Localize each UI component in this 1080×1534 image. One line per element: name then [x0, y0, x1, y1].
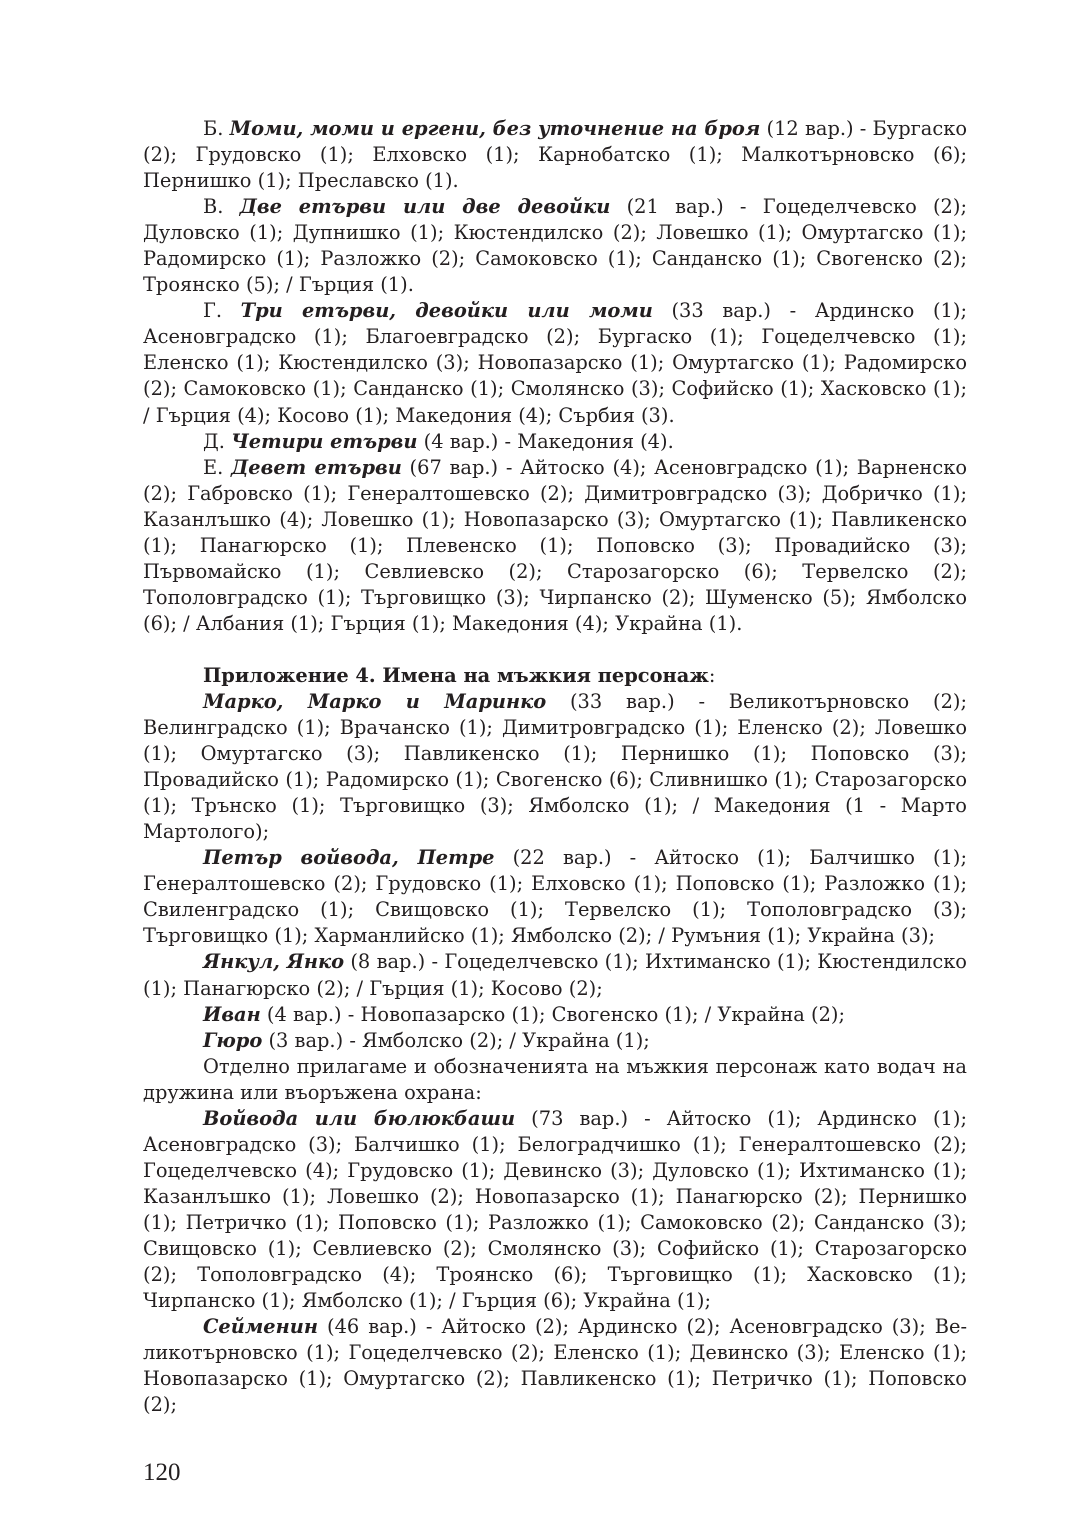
character-name: Янкул, Янко [203, 950, 345, 974]
leader-title-entry [143, 1106, 967, 1314]
variant-list: (3 вар.) - Ямболско (2); / Украйна (1); [262, 1028, 650, 1052]
paragraph-g [143, 298, 967, 428]
character-name: Петър войвода, Петре [203, 846, 495, 870]
male-name-entry [143, 1002, 967, 1028]
paragraph-prefix: В. [203, 195, 240, 219]
appendix-heading: Приложение 4. Имена на мъжкия персонаж [203, 663, 709, 687]
character-name: Марко, Марко и Маринко [203, 689, 547, 713]
variant-list: (67 вар.) - Айтоско (4); Асеновградско (1); Варненско (2); Габровско (1); Генералтошевско (2); Димитровградско (3); Добричко (1); Казанлъшко (4); Ловешко (1); Новопазарско (3); Омуртагско (1); Павликенско (1); Панагюрско (1); Плевенско (1); Поповско (3); Провадийско (3); Първомайско (1); Севлиевско (2); Старозагорско (6); Тервелско (2); Тополовградско (1); Търговищко (3); Чирпанско (2); Шуменско (5); Ямболско (6); / Албания (1); Гърция (1); Македония (4); Украйна (1). [143, 455, 968, 635]
variant-list: (46 вар.) - Айтоско (2); Ардинско (2); Асеновградско (3); Великотърновско (1); Гоцеделчевско (2); Еленско (1); Девинско (3); Еленско (1); Новопазарско (1); Омуртагско (2); Павликенско (1); Петричко (1); Поповско (2); [143, 1315, 967, 1417]
character-name: Гюро [203, 1028, 263, 1052]
category-title: Четири етърви [231, 429, 418, 453]
appendix-note: Отделно прилагаме и обозначенията на мъжкия персонаж като водач на дружина или въоръжена охрана: [143, 1054, 967, 1104]
variant-list: (8 вар.) - Гоцеделчевско (1); Ихтиманско (1); Кюстендилско (1); Панагюрско (2); / Гърция (1); Косово (2); [143, 950, 967, 1000]
variant-list: (12 вар.) - Бургаско (2); Грудовско (1); Елховско (1); Карнобатско (1); Малкотърновско (6); Пернишко (1); Преславско (1). [143, 117, 968, 193]
male-name-entry [143, 845, 967, 949]
paragraph-b [143, 116, 967, 194]
paragraph-prefix: Г. [203, 299, 241, 323]
character-name: Иван [203, 1002, 261, 1026]
variant-list: (22 вар.) - Айтоско (1); Балчишко (1); Генералтошевско (2); Грудовско (1); Елховско (1); Поповско (1); Разложко (1); Свиленградско (1); Свищовско (1); Тервелско (1); Тополовградско (3); Търговищко (1); Харманлийско (1); Ямболско (2); / Румъния (1); Украйна (3); [143, 846, 967, 948]
paragraph-prefix: Д. [203, 429, 232, 453]
paragraph-e [143, 455, 967, 637]
male-name-entry [143, 1028, 967, 1054]
appendix-heading-line [143, 663, 967, 689]
appendix-heading-suffix: : [708, 663, 716, 687]
male-name-entry [143, 689, 967, 845]
variant-list: (21 вар.) - Гоцеделчевско (2); Дуловско (1); Дупнишко (1); Кюстендилско (2); Ловешко (1); Омуртагско (1); Радомирско (1); Разложко (2); Самоковско (1); Санданско (1); Свогенско (2); Троянско (5); / Гърция (1). [143, 195, 967, 297]
paragraph-prefix: Е. [203, 455, 232, 479]
variant-list: (4 вар.) - Македония (4). [417, 429, 674, 453]
category-title: Две етърви или две девойки [239, 195, 611, 219]
page-number: 120 [143, 1459, 181, 1486]
paragraph-v [143, 194, 967, 298]
category-title: Девет етърви [231, 455, 402, 479]
leader-title: Войвода или бюлюкбаши [203, 1106, 516, 1130]
leader-title-entry [143, 1314, 967, 1418]
variant-list: (73 вар.) - Айтоско (1); Ардинско (1); Асеновградско (3); Балчишко (1); Белоградчишко (1); Генералтошевско (2); Гоцеделчевско (4); Грудовско (1); Девинско (3); Дуловско (1); Ихтиманско (1); Казанлъшко (1); Ловешко (2); Новопазарско (1); Панагюрско (2); Пернишко (1); Петричко (1); Поповско (1); Разложко (1); Самоковско (2); Санданско (3); Свищовско (1); Севлиевско (2); Смолянско (3); Софийско (1); Старозагорско (2); Тополовградско (4); Троянско (6); Търговищко (1); Хасковско (1); Чирпанско (1); Ямболско (1); / Гърция (6); Украйна (1); [143, 1106, 967, 1313]
variant-list: (4 вар.) - Новопазарско (1); Свогенско (1); / Украйна (2); [260, 1002, 846, 1026]
leader-title: Сейменин [203, 1315, 319, 1339]
page-body [143, 116, 967, 1418]
variant-list: (33 вар.) - Ардинско (1); Асеновградско (1); Благоевградско (2); Бургаско (1); Гоцеделчевско (1); Еленско (1); Кюстендилско (3); Новопазарско (1); Омуртагско (1); Радомирско (2); Самоковско (1); Санданско (1); Смолянско (3); Софийско (1); Хасковско (1); / Гърция (4); Косово (1); Македония (4); Сърбия (3). [143, 299, 967, 427]
category-title: Моми, моми и ергени, без уточнение на броя [229, 117, 761, 140]
category-title: Три етърви, девойки или моми [240, 299, 653, 323]
variant-list: (33 вар.) - Великотърновско (2); Велинградско (1); Врачанско (1); Димитровградско (1); Еленско (2); Ловешко (1); Омуртагско (3); Павликенско (1); Пернишко (1); Поповско (3); Провадийско (1); Радомирско (1); Свогенско (6); Сливнишко (1); Старозагорско (1); Трънско (1); Търговищко (3); Ямболско (1); / Македония (1 - Марто Мартолого); [143, 689, 968, 844]
male-name-entry [143, 949, 967, 1001]
paragraph-d [143, 429, 967, 455]
paragraph-prefix: Б. [203, 117, 230, 140]
